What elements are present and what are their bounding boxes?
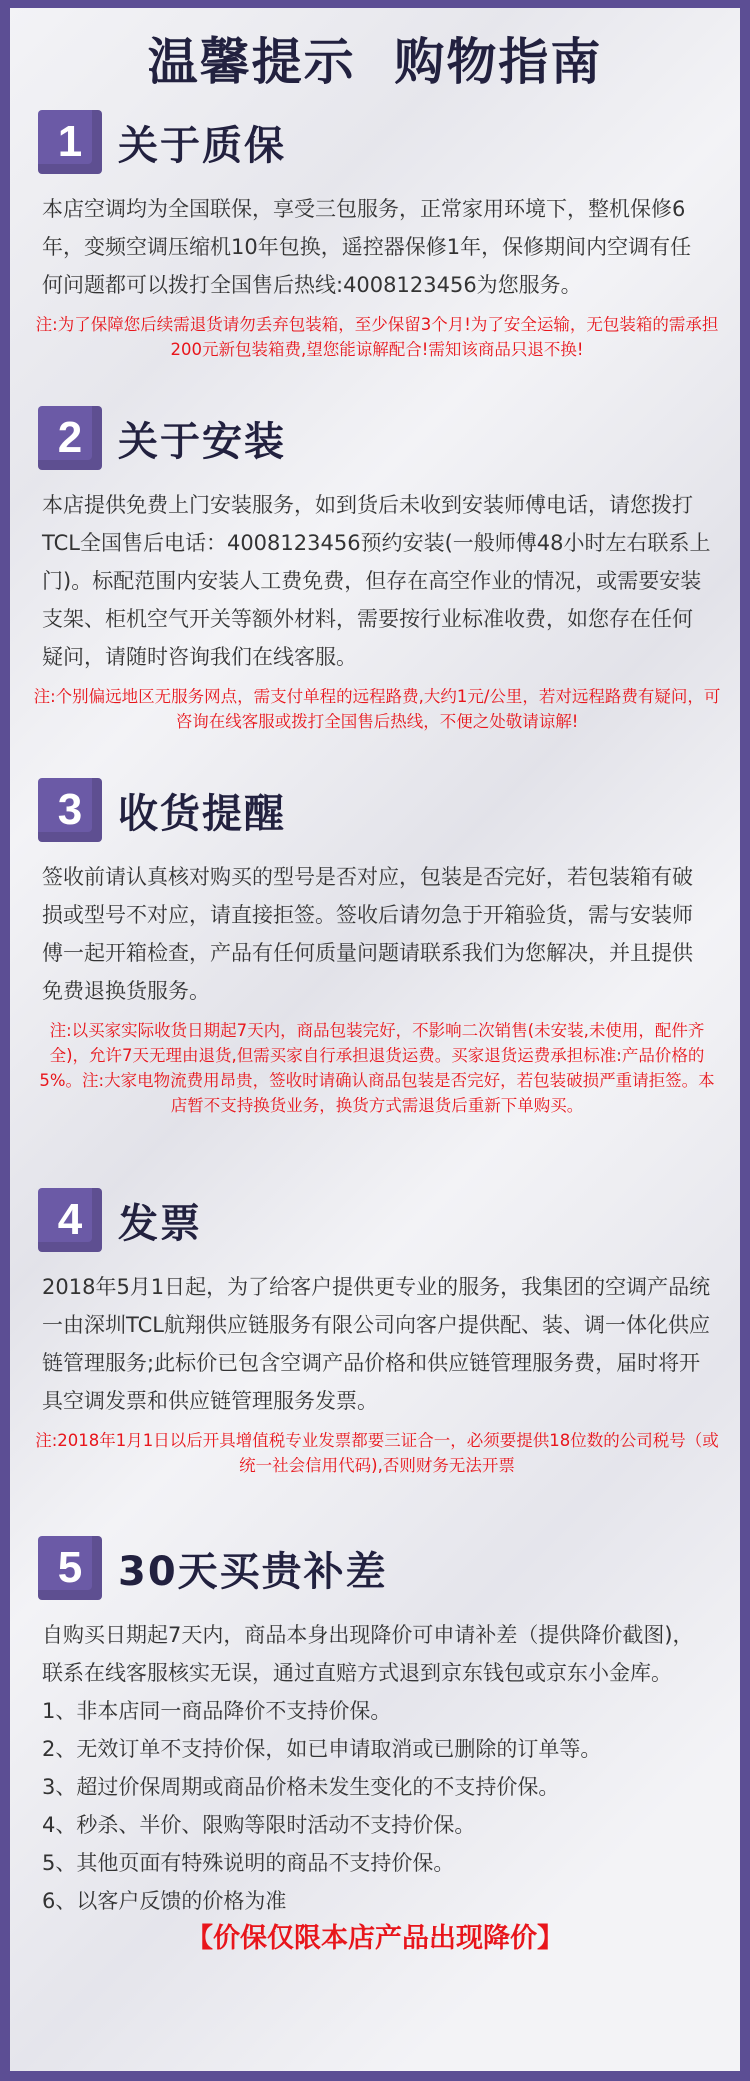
section-title: 30天买贵补差 [118,1549,388,1595]
list-item: 5、其他页面有特殊说明的商品不支持价保。 [42,1851,455,1875]
section-number-badge: 5 [38,1536,102,1600]
section-note: 注:2018年1月1日以后开具增值税专业发票都要三证合一，必须要提供18位数的公司税号（或统一社会信用代码),否则财务无法开票 [35,1431,719,1475]
list-item: 4、秒杀、半价、限购等限时活动不支持价保。 [42,1813,476,1837]
section-body: 2018年5月1日起，为了给客户提供更专业的服务，我集团的空调产品统一由深圳TCL航翔供应链服务有限公司向客户提供配、装、调一体化供应链管理服务;此标价已包含空调产品价格和供应链管理服务费，届时将开具空调发票和供应链管理服务发票。 [42,1275,711,1413]
section-receipt-reminder [10,778,740,1118]
guide-panel [10,8,740,2071]
list-item: 2、无效订单不支持价保，如已申请取消或已删除的订单等。 [42,1737,602,1761]
section-number-badge: 1 [38,110,102,174]
section-body: 本店空调均为全国联保，享受三包服务，正常家用环境下，整机保修6年，变频空调压缩机10年包换，遥控器保修1年，保修期间内空调有任何问题都可以拨打全国售后热线:4008123456为您服务。 [42,197,692,297]
price-protection-footer: 【价保仅限本店产品出现降价】 [186,1923,564,1954]
list-item: 1、非本店同一商品降价不支持价保。 [42,1699,392,1723]
section-title: 发票 [118,1201,202,1247]
price-protection-rules [42,1692,740,1920]
section-note: 注:为了保障您后续需退货请勿丢弃包装箱，至少保留3个月!为了安全运输，无包装箱的需承担200元新包装箱费,望您能谅解配合!需知该商品只退不换! [35,315,719,359]
section-title: 收货提醒 [118,791,286,837]
section-number-badge: 4 [38,1188,102,1252]
section-price-protection [10,1536,740,1920]
section-invoice [10,1188,740,1478]
section-note: 注:以买家实际收货日期起7天内，商品包装完好，不影响二次销售(未安装,未使用，配件齐全)，允许7天无理由退货,但需买家自行承担退货运费。买家退货运费承担标准:产品价格的5%。注:大家电物流费用昂贵，签收时请确认商品包装是否完好，若包装破损严重请拒签。本店暂不支持换货业务，换货方式需退货后重新下单购买。 [39,1021,715,1115]
section-number-badge: 3 [38,778,102,842]
section-installation [10,406,740,734]
section-warranty [10,110,740,362]
section-body: 自购买日期起7天内，商品本身出现降价可申请补差（提供降价截图)，联系在线客服核实无误，通过直赔方式退到京东钱包或京东小金库。 [42,1623,694,1685]
list-item: 3、超过价保周期或商品价格未发生变化的不支持价保。 [42,1775,560,1799]
section-number-badge: 2 [38,406,102,470]
page-title: 温馨提示 购物指南 [147,33,603,91]
list-item: 6、以客户反馈的价格为准 [42,1889,287,1913]
section-body: 签收前请认真核对购买的型号是否对应，包装是否完好，若包装箱有破损或型号不对应，请直接拒签。签收后请勿急于开箱验货，需与安装师傅一起开箱检查，产品有任何质量问题请联系我们为您解决，并且提供免费退换货服务。 [42,865,693,1003]
section-title: 关于质保 [118,123,286,169]
section-title: 关于安装 [118,419,286,465]
section-body: 本店提供免费上门安装服务，如到货后未收到安装师傅电话，请您拨打TCL全国售后电话：4008123456预约安装(一般师傅48小时左右联系上门)。标配范围内安装人工费免费，但存在高空作业的情况，或需要安装支架、柜机空气开关等额外材料，需要按行业标准收费，如您存在任何疑问，请随时咨询我们在线客服。 [42,493,711,669]
section-note: 注:个别偏远地区无服务网点，需支付单程的远程路费,大约1元/公里，若对远程路费有疑问，可咨询在线客服或拨打全国售后热线，不便之处敬请谅解! [33,687,721,731]
